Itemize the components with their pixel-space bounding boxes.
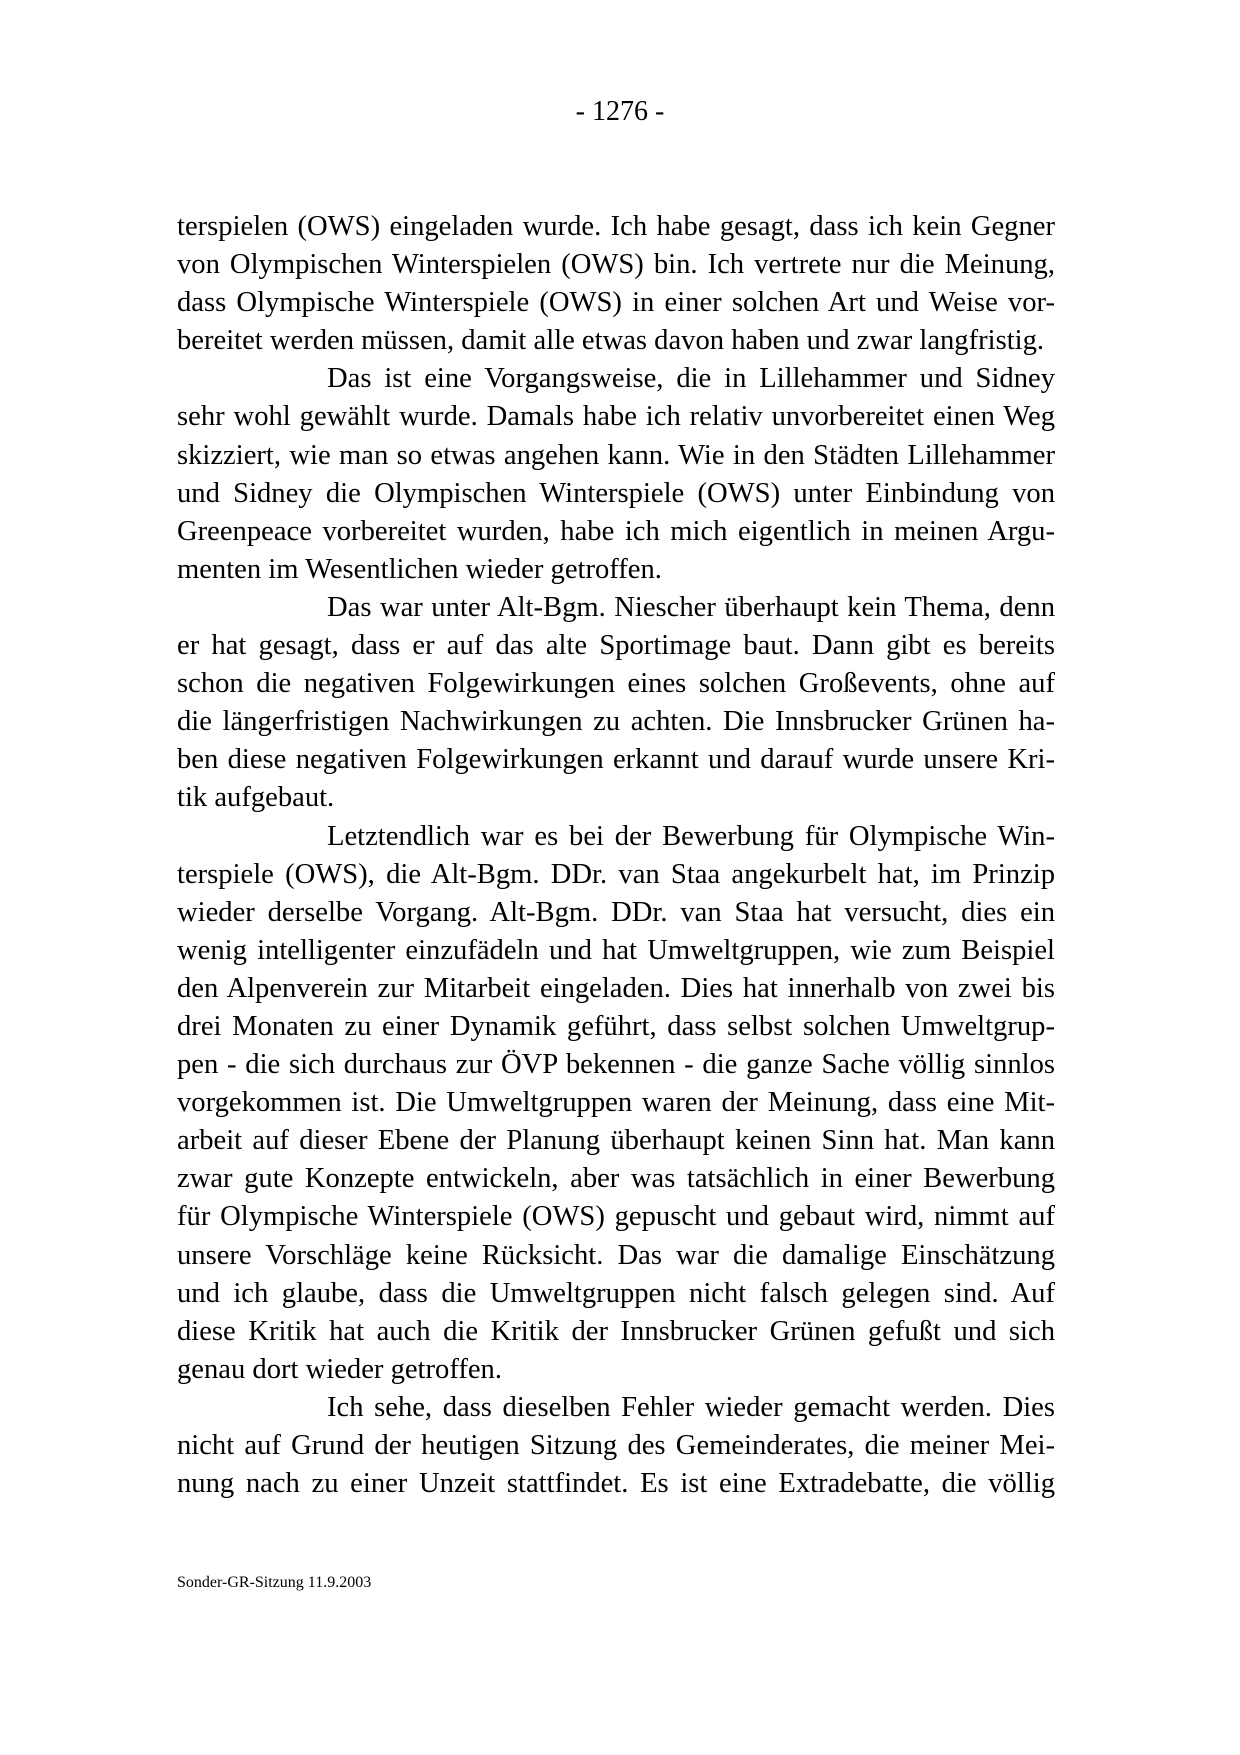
paragraph bbox=[177, 589, 1055, 818]
text-line: wieder derselbe Vorgang. Alt-Bgm. DDr. van Staa hat versucht, dies ein bbox=[177, 896, 1055, 928]
text-line: und ich glaube, dass die Umweltgruppen nicht falsch gelegen sind. Auf bbox=[177, 1277, 1055, 1309]
text-line: arbeit auf dieser Ebene der Planung überhaupt keinen Sinn hat. Man kann bbox=[177, 1125, 1055, 1157]
paragraph bbox=[177, 818, 1055, 1389]
paragraph bbox=[177, 1389, 1055, 1503]
text-line: schon die negativen Folgewirkungen eines solchen Großevents, ohne auf bbox=[177, 668, 1055, 700]
text-line: wenig intelligenter einzufädeln und hat Umweltgruppen, wie zum Beispiel bbox=[177, 934, 1055, 966]
text-line: zwar gute Konzepte entwickeln, aber was tatsächlich in einer Bewerbung bbox=[177, 1163, 1055, 1195]
text-line: tik aufgebaut. bbox=[177, 782, 335, 814]
text-line: drei Monaten zu einer Dynamik geführt, dass selbst solchen Umweltgrup- bbox=[177, 1010, 1055, 1042]
text-line: skizziert, wie man so etwas angehen kann. Wie in den Städten Lillehammer bbox=[177, 439, 1055, 471]
text-line: ben diese negativen Folgewirkungen erkannt und darauf wurde unsere Kri- bbox=[177, 744, 1055, 776]
text-line: terspiele (OWS), die Alt-Bgm. DDr. van Staa angekurbelt hat, im Prinzip bbox=[177, 858, 1055, 890]
text-line: nung nach zu einer Unzeit stattfindet. Es ist eine Extradebatte, die völlig bbox=[177, 1468, 1055, 1500]
text-line: Das ist eine Vorgangsweise, die in Lillehammer und Sidney bbox=[327, 363, 1055, 395]
text-line: er hat gesagt, dass er auf das alte Sportimage baut. Dann gibt es bereits bbox=[177, 630, 1055, 662]
text-line: und Sidney die Olympischen Winterspiele (OWS) unter Einbindung von bbox=[177, 477, 1055, 509]
text-line: vorgekommen ist. Die Umweltgruppen waren der Meinung, dass eine Mit- bbox=[177, 1087, 1055, 1119]
text-line: Das war unter Alt-Bgm. Niescher überhaupt kein Thema, denn bbox=[327, 591, 1055, 623]
paragraph bbox=[177, 208, 1055, 360]
paragraph bbox=[177, 360, 1055, 589]
text-line: nicht auf Grund der heutigen Sitzung des Gemeinderates, die meiner Mei- bbox=[177, 1430, 1055, 1461]
text-line: bereitet werden müssen, damit alle etwas davon haben und zwar langfristig. bbox=[177, 325, 1045, 357]
text-line: von Olympischen Winterspielen (OWS) bin. Ich vertrete nur die Meinung, bbox=[177, 249, 1055, 281]
text-line: dass Olympische Winterspiele (OWS) in einer solchen Art und Weise vor- bbox=[177, 287, 1055, 319]
text-line: den Alpenverein zur Mitarbeit eingeladen. Dies hat innerhalb von zwei bis bbox=[177, 972, 1055, 1004]
document-body bbox=[177, 208, 1055, 1503]
text-line: sehr wohl gewählt wurde. Damals habe ich relativ unvorbereitet einen Weg bbox=[177, 401, 1055, 433]
page-number: - 1276 - bbox=[575, 96, 665, 127]
text-line: menten im Wesentlichen wieder getroffen. bbox=[177, 553, 662, 585]
text-line: Ich sehe, dass dieselben Fehler wieder gemacht werden. Dies bbox=[327, 1391, 1055, 1423]
text-line: Letztendlich war es bei der Bewerbung für Olympische Win- bbox=[327, 820, 1055, 852]
text-line: terspielen (OWS) eingeladen wurde. Ich habe gesagt, dass ich kein Gegner bbox=[177, 211, 1055, 242]
text-line: diese Kritik hat auch die Kritik der Innsbrucker Grünen gefußt und sich bbox=[177, 1315, 1055, 1347]
text-line: die längerfristigen Nachwirkungen zu achten. Die Innsbrucker Grünen ha- bbox=[177, 706, 1055, 738]
footer-session-label: Sonder-GR-Sitzung 11.9.2003 bbox=[177, 1574, 372, 1591]
text-line: für Olympische Winterspiele (OWS) gepuscht und gebaut wird, nimmt auf bbox=[177, 1201, 1055, 1233]
text-line: pen - die sich durchaus zur ÖVP bekennen - die ganze Sache völlig sinnlos bbox=[177, 1049, 1055, 1081]
text-line: unsere Vorschläge keine Rücksicht. Das war die damalige Einschätzung bbox=[177, 1239, 1055, 1271]
text-line: Greenpeace vorbereitet wurden, habe ich mich eigentlich in meinen Argu- bbox=[177, 515, 1055, 547]
text-line: genau dort wieder getroffen. bbox=[177, 1353, 502, 1385]
